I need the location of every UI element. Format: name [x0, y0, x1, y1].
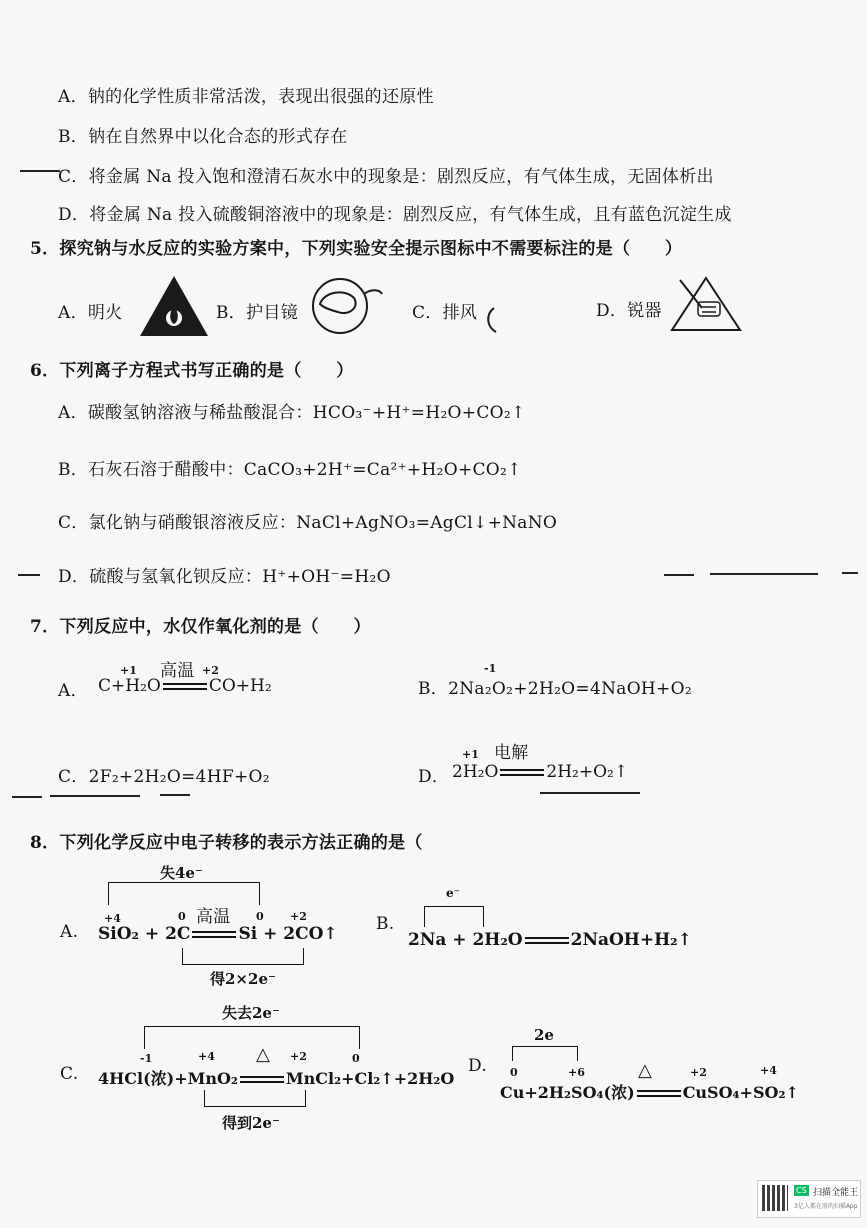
electron-transfer-arrow-bottom [182, 948, 304, 965]
oxidation-state: +2 [290, 910, 307, 923]
oxidation-state: -1 [140, 1052, 153, 1065]
goggles-icon [308, 274, 384, 336]
electron-gain-label: 得2×2e⁻ [210, 970, 276, 988]
q7-option-c: C．2F₂+2H₂O=4HF+O₂ [58, 767, 270, 787]
sharp-objects-icon [668, 272, 744, 334]
equation-reactants: 4HCl(浓)+MnO₂ [98, 1069, 238, 1088]
electron-transfer-label: e⁻ [446, 886, 460, 900]
q7-option-d-equation [452, 762, 628, 782]
reaction-condition: △ [638, 1060, 653, 1081]
electron-transfer-arrow-bottom [204, 1090, 306, 1107]
camscanner-watermark [757, 1180, 861, 1218]
oxidation-state: 0 [352, 1052, 360, 1065]
q6-option-d: D．硫酸与氢氧化钡反应：H⁺+OH⁻=H₂O [58, 567, 391, 587]
equation-products: MnCl₂+Cl₂↑+2H₂O [285, 1069, 455, 1088]
q8-option-b-label: B. [376, 914, 395, 934]
scan-noise [50, 795, 140, 797]
equation-reactants: SiO₂ + 2C [98, 924, 191, 944]
q6-stem: 6．下列离子方程式书写正确的是（ ） [30, 361, 354, 381]
electron-loss-label: 失4e⁻ [160, 864, 203, 882]
qr-code-icon [762, 1185, 788, 1211]
equation-reactants: 2Na + 2H₂O [408, 930, 523, 950]
camscanner-logo-icon: CS [796, 1186, 807, 1195]
equation-reactants: Cu+2H₂SO₄(浓) [500, 1083, 635, 1102]
electron-gain-label: 得到2e⁻ [222, 1114, 280, 1132]
q6-option-c: C．氯化钠与硝酸银溶液反应：NaCl+AgNO₃=AgCl↓+NaNO [58, 513, 558, 533]
q8-option-c-equation [98, 1066, 454, 1089]
q6-option-b: B．石灰石溶于醋酸中：CaCO₃+2H⁺=Ca²⁺+H₂O+CO₂↑ [58, 460, 522, 480]
equation-products: CO+H₂ [208, 676, 272, 696]
q7-option-b: B．2Na₂O₂+2H₂O=4NaOH+O₂ [418, 679, 692, 699]
q8-option-c-label: C. [60, 1064, 79, 1084]
equals-sign [192, 931, 236, 938]
oxidation-state: +1 [462, 748, 479, 761]
exhaust-fan-icon [484, 306, 498, 334]
app-name: 扫描全能王 [813, 1188, 859, 1198]
reaction-condition: 高温 [160, 661, 195, 681]
q5-option-b: B．护目镜 [216, 303, 298, 323]
q8-option-b-equation [408, 930, 692, 950]
equation-products: CuSO₄+SO₂↑ [682, 1083, 799, 1102]
q8-option-a-label: A. [60, 922, 79, 942]
oxidation-state: +4 [198, 1050, 215, 1063]
equals-sign [240, 1076, 284, 1083]
reaction-condition: 电解 [494, 743, 529, 763]
open-flame-icon [138, 272, 210, 340]
q5-option-d: D．锐器 [596, 301, 662, 321]
q7-stem: 7．下列反应中，水仅作氧化剂的是（ ） [30, 617, 371, 637]
q4-option-c: C．将金属 Na 投入饱和澄清石灰水中的现象是：剧烈反应，有气体生成，无固体析出 [58, 167, 714, 187]
q7-option-d-label: D． [418, 767, 450, 787]
oxidation-state: +2 [290, 1050, 307, 1063]
equals-sign [163, 683, 207, 690]
scan-noise [664, 574, 694, 576]
equals-sign [525, 937, 569, 944]
scan-noise [160, 794, 190, 796]
q5-option-c: C．排风 [412, 303, 478, 323]
equation-products: 2H₂+O₂↑ [546, 762, 629, 782]
oxidation-state: 0 [178, 910, 186, 923]
q8-stem: 8．下列化学反应中电子转移的表示方法正确的是（ [30, 833, 423, 853]
scan-noise [842, 572, 858, 574]
q8-option-d-equation [500, 1080, 799, 1103]
equation-reactants: C+H₂O [98, 676, 161, 696]
q7-option-a-label: A． [58, 681, 88, 701]
q4-option-d: D．将金属 Na 投入硫酸铜溶液中的现象是：剧烈反应，有气体生成，且有蓝色沉淀生成 [58, 205, 732, 225]
reaction-condition: 高温 [196, 907, 231, 927]
equation-products: 2NaOH+H₂↑ [570, 930, 692, 950]
oxidation-state: -1 [484, 662, 497, 675]
electron-loss-label: 失去2e⁻ [222, 1004, 280, 1022]
equation-reactants: 2H₂O [452, 762, 499, 782]
oxidation-state: +6 [568, 1066, 585, 1079]
oxidation-state: +2 [690, 1066, 707, 1079]
electron-transfer-arrow-top [108, 882, 260, 905]
q8-option-d-label: D. [468, 1056, 488, 1076]
scan-noise [12, 796, 42, 798]
scan-noise [710, 573, 818, 575]
equals-sign [500, 769, 544, 776]
electron-transfer-arrow-top [512, 1046, 578, 1061]
scan-noise [18, 574, 40, 576]
electron-transfer-arrow-top [424, 906, 484, 927]
oxidation-state: +1 [120, 664, 137, 677]
equals-sign [637, 1090, 681, 1097]
oxidation-state: 0 [510, 1066, 518, 1079]
equation-products: Si + 2CO↑ [238, 924, 338, 944]
q6-option-a: A．碳酸氢钠溶液与稀盐酸混合：HCO₃⁻+H⁺=H₂O+CO₂↑ [58, 403, 526, 423]
scan-noise [20, 170, 60, 172]
q5-stem: 5．探究钠与水反应的实验方案中，下列实验安全提示图标中不需要标注的是（ ） [30, 239, 683, 259]
q4-option-a: A．钠的化学性质非常活泼，表现出很强的还原性 [58, 87, 434, 107]
electron-transfer-arrow-top [144, 1026, 360, 1049]
oxidation-state: +2 [202, 664, 219, 677]
q8-option-a-equation [98, 924, 338, 944]
q4-option-b: B．钠在自然界中以化合态的形式存在 [58, 127, 348, 147]
q5-option-a: A．明火 [58, 303, 123, 323]
oxidation-state: 0 [256, 910, 264, 923]
reaction-condition: △ [256, 1044, 271, 1065]
oxidation-state: +4 [104, 912, 121, 925]
electron-transfer-label: 2e [534, 1026, 554, 1044]
app-tagline: 3亿人都在用的扫描App [794, 1203, 858, 1210]
scan-noise [540, 792, 640, 794]
oxidation-state: +4 [760, 1064, 777, 1077]
